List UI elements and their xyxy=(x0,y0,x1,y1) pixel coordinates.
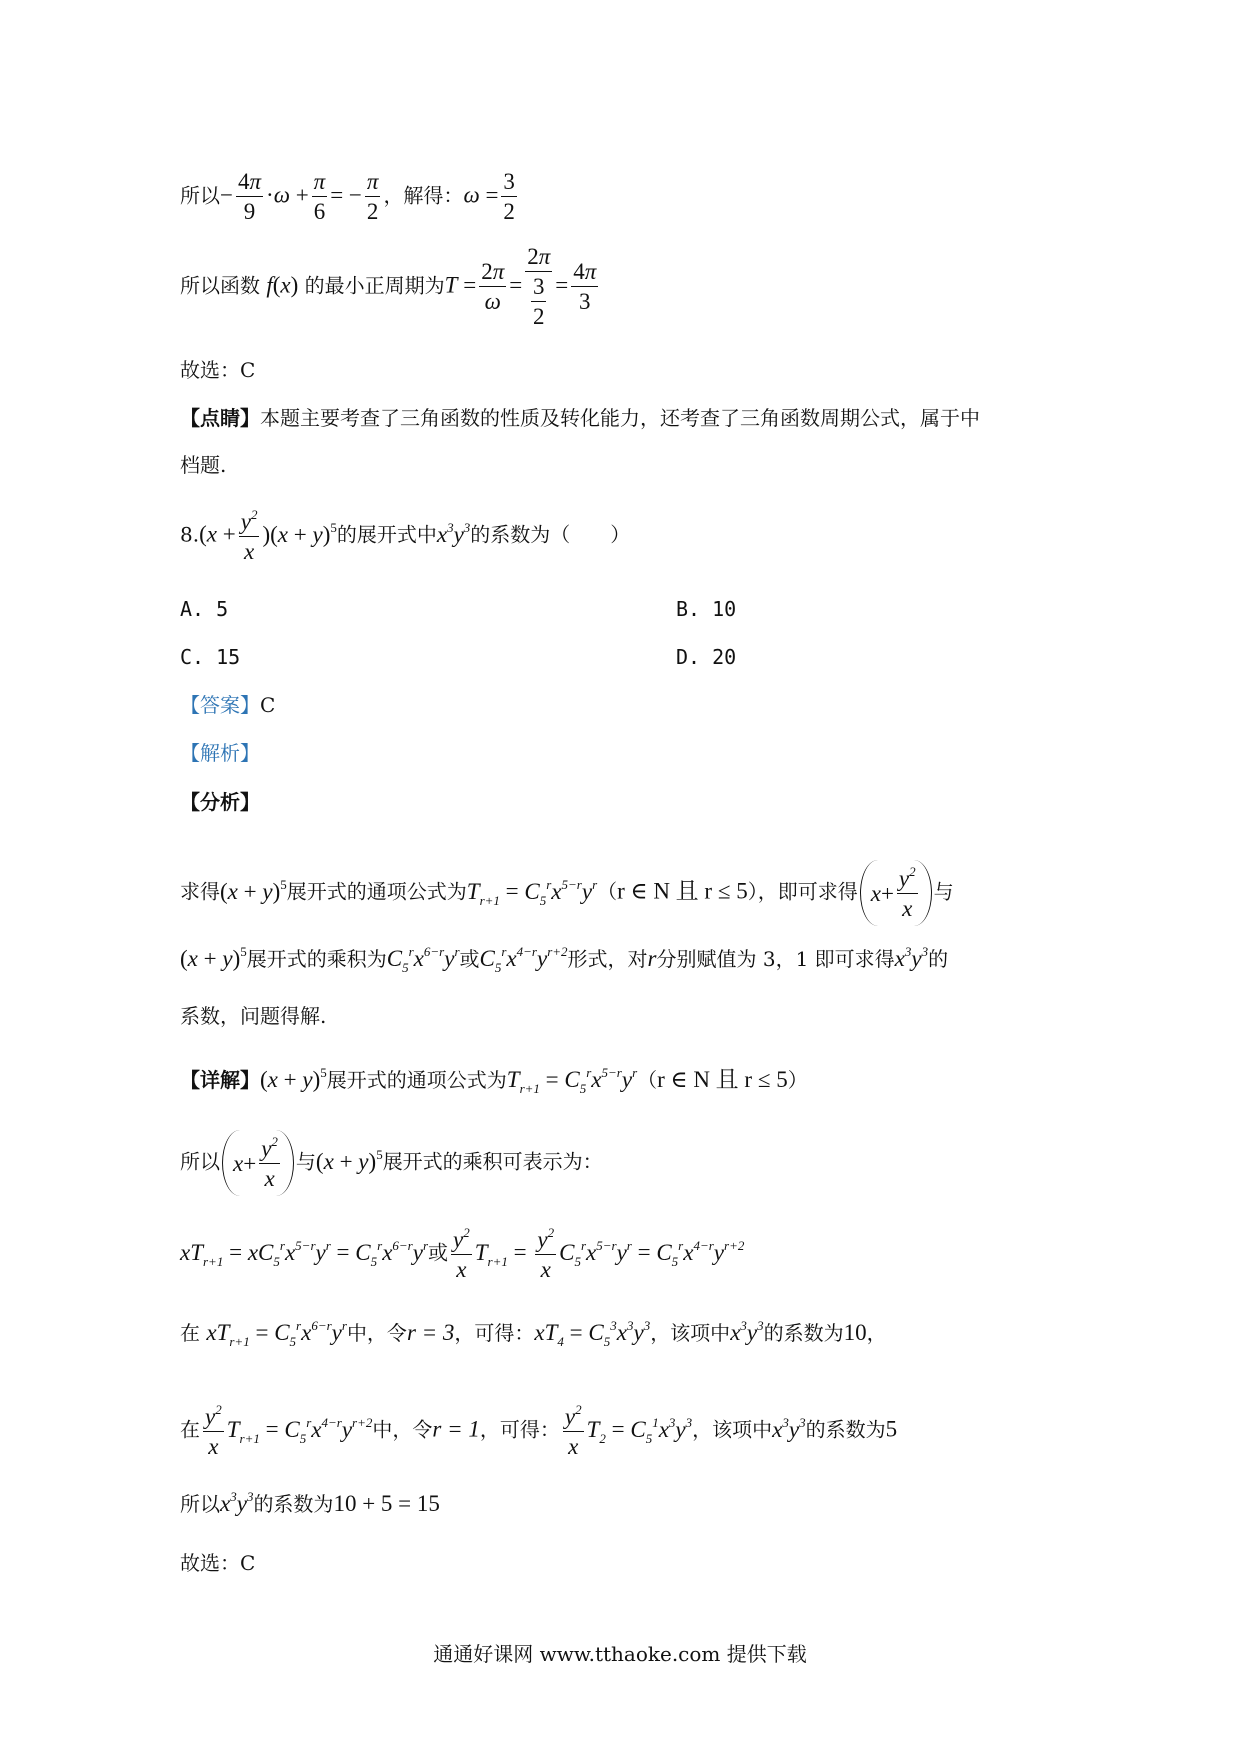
answer-label: 【答案】 xyxy=(180,693,260,717)
question-number: 8. xyxy=(180,522,200,547)
text: 本题主要考查了三角函数的性质及转化能力，还考查了三角函数周期公式，属于中 xyxy=(260,406,980,430)
xiangjie-line-5: 在 $\frac{y^2}{x}$ $T_{r+1} = C_5^rx^{4-r}y^{r+2}$中，令r = 1，可得： $\frac{y^2}{x}$ $T_2 = C_5^1x^3y^3$，该项中$x^3y^3$的系数为5 xyxy=(180,1402,898,1460)
fenxi-label: 【分析】 xyxy=(180,790,260,814)
xiangjie-line-6: 所以$x^3y^3$的系数为10 + 5 = 15 xyxy=(180,1489,440,1516)
choice-line: 故选：C xyxy=(180,358,256,382)
option-d: D. 20 xyxy=(676,645,737,669)
fraction: $\frac{4\pi}{3}$ xyxy=(573,259,597,315)
answer-value: C xyxy=(260,693,276,717)
text: ，解得： xyxy=(383,183,464,208)
period-line: 所以函数 f(x) 的最小正周期为T = $\frac{2\pi}{\omega}$ = $\frac{2\pi}{\frac{3}{2}}$ = $\frac{4\pi}{3}$ xyxy=(180,244,597,330)
fenxi-line-2: $(x + y)^5$展开式的乘积为$C_5^rx^{6-r}y^r$或$C_5^rx^{4-r}y^{r+2}$形式，对r分别赋值为 3，1 即可求得$x^3y^3$的 xyxy=(180,944,949,975)
dianjing-label: 【点睛】 xyxy=(180,406,260,430)
option-c: C. 15 xyxy=(180,645,241,669)
text: 所以函数 xyxy=(180,273,260,298)
question-8: 8.(x + $\frac{y^2}{x}$ )$(x + y)^5$的展开式中$x^3y^3$的系数为（ ） xyxy=(180,507,631,565)
answer-line xyxy=(180,695,275,715)
fenxi-line-3: 系数，问题得解. xyxy=(180,1004,327,1028)
fraction: $\frac{4\pi}{9}$ xyxy=(237,169,262,225)
xiangjie-line-7: 故选：C xyxy=(180,1551,256,1575)
fenxi-line-1: 求得$(x + y)^5$展开式的通项公式为$T_{r+1} = C_5^rx^{5-r}y^r(r$ ∈ N 且 r ≤ 5），即可求得 x + $\frac{y^2}{x}$ 与 xyxy=(180,860,954,926)
option-b: B. 10 xyxy=(676,597,737,621)
text: 的系数为（ ） xyxy=(470,522,631,547)
jiexi-label: 【解析】 xyxy=(180,741,260,765)
option-a: A. 5 xyxy=(180,597,229,621)
parenthesis: x + $\frac{y^2}{x}$ xyxy=(860,860,932,926)
fraction: $\frac{\pi}{2}$ xyxy=(366,169,379,225)
xiangjie-line-2: 所以 x + $\frac{y^2}{x}$ 与$(x + y)^5$展开式的乘积可表示为： xyxy=(180,1130,603,1196)
fraction: $\frac{2\pi}{\frac{3}{2}}$ xyxy=(527,244,551,330)
xiangjie-line-4: 在 $xT_{r+1} = C_5^rx^{6-r}y^r$中，令r = 3，可得：$xT_4 = C_5^3x^3y^3$，该项中$x^3y^3$的系数为10， xyxy=(180,1318,887,1349)
footer: 通通好课网 www.tthaoke.com 提供下载 xyxy=(433,1642,807,1666)
text: 所以 xyxy=(180,183,220,208)
fraction: $\frac{2\pi}{\omega}$ xyxy=(481,259,505,315)
xiangjie-line-1: 【详解】$(x + y)^5$展开式的通项公式为$T_{r+1} = C_5^rx^{5-r}y^r(r$ ∈ N 且 r ≤ 5） xyxy=(180,1065,808,1096)
text: 的最小正周期为 xyxy=(304,273,445,298)
dianjing-line-2: 档题. xyxy=(180,453,227,477)
dianjing-line xyxy=(180,408,980,428)
fraction: $\frac{\pi}{6}$ xyxy=(313,169,326,225)
xiangjie-line-3: $xT_{r+1} = xC_5^rx^{5-r}y^r = C_5^rx^{6-r}y^r$或 $\frac{y^2}{x}$ $T_{r+1}$ = $\frac{y^2}{x}$ $C_5^rx^{5-r}y^r = C_5^rx^{4-r}y^{r+2}$ xyxy=(180,1225,745,1283)
fraction: $\frac{3}{2}$ xyxy=(503,169,515,225)
equation-omega: 所以− $\frac{4\pi}{9}$ ·ω + $\frac{\pi}{6}$ = − $\frac{\pi}{2}$ ，解得：ω = $\frac{3}{2}$ xyxy=(180,169,515,225)
text: 的展开式中 xyxy=(336,522,437,547)
